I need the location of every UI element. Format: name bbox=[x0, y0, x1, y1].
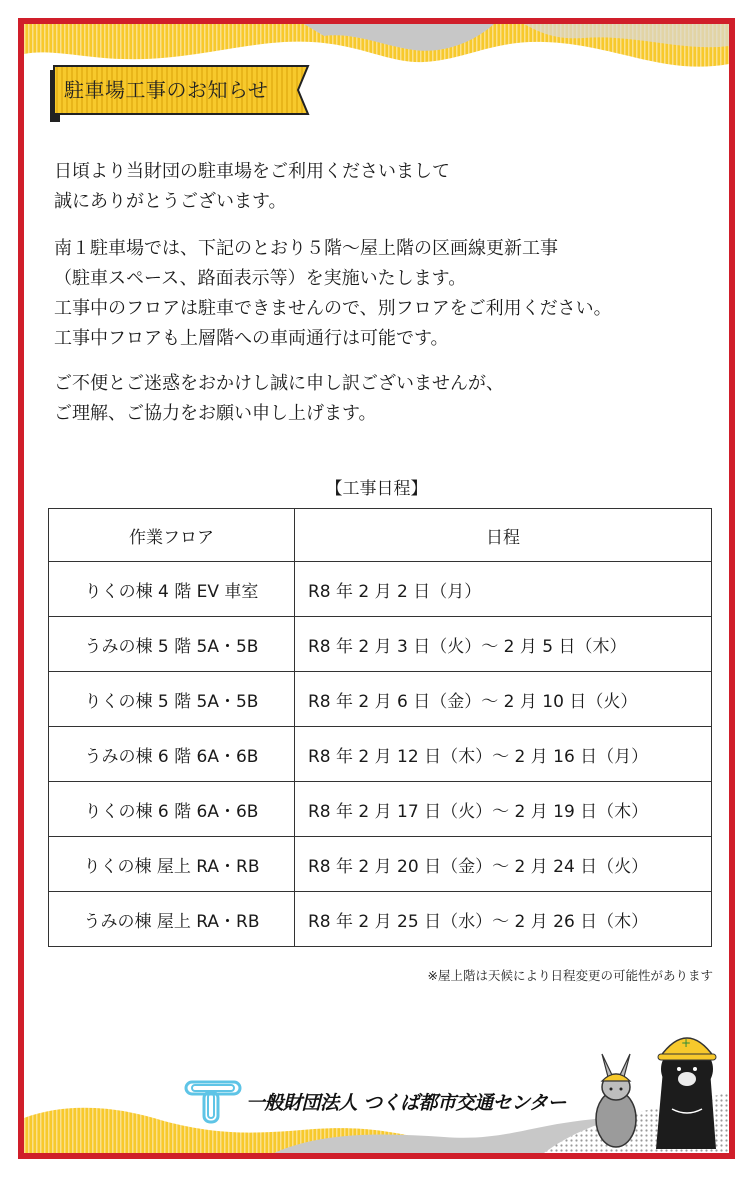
date-cell: R8 年 2 月 12 日（木）～ 2 月 16 日（月） bbox=[295, 727, 712, 782]
text-line: （駐車スペース、路面表示等）を実施いたします。 bbox=[54, 268, 467, 289]
floor-cell: りくの棟 6 階 6A・6B bbox=[49, 782, 295, 837]
table-row bbox=[49, 617, 712, 672]
apology-paragraph bbox=[54, 369, 504, 429]
date-cell: R8 年 2 月 17 日（火）～ 2 月 19 日（木） bbox=[295, 782, 712, 837]
text-line: 工事中フロアも上層階への車両通行は可能です。 bbox=[54, 328, 449, 349]
table-row bbox=[49, 837, 712, 892]
text-line: ご理解、ご協力をお願い申し上げます。 bbox=[54, 403, 377, 424]
table-row bbox=[49, 562, 712, 617]
date-cell: R8 年 2 月 20 日（金）～ 2 月 24 日（火） bbox=[295, 837, 712, 892]
header-floor: 作業フロア bbox=[49, 509, 295, 562]
date-cell: R8 年 2 月 2 日（月） bbox=[295, 562, 712, 617]
date-cell: R8 年 2 月 25 日（水）～ 2 月 26 日（木） bbox=[295, 892, 712, 947]
schedule-table bbox=[48, 508, 712, 947]
text-line: 誠にありがとうございます。 bbox=[54, 191, 287, 212]
table-row bbox=[49, 672, 712, 727]
floor-cell: りくの棟 4 階 EV 車室 bbox=[49, 562, 295, 617]
page-title: 駐車場工事のお知らせ bbox=[64, 78, 269, 102]
floor-cell: うみの棟 5 階 5A・5B bbox=[49, 617, 295, 672]
organization-name: 一般財団法人 つくば都市交通センター bbox=[246, 1092, 566, 1114]
date-cell: R8 年 2 月 6 日（金）～ 2 月 10 日（火） bbox=[295, 672, 712, 727]
floor-cell: りくの棟 屋上 RA・RB bbox=[49, 837, 295, 892]
text-line: 日頃より当財団の駐車場をご利用くださいまして bbox=[54, 161, 450, 182]
text-line: 南１駐車場では、下記のとおり５階～屋上階の区画線更新工事 bbox=[54, 238, 558, 259]
table-row bbox=[49, 727, 712, 782]
header-date: 日程 bbox=[295, 509, 712, 562]
text-line: ご不便とご迷惑をおかけし誠に申し訳ございませんが、 bbox=[54, 373, 504, 394]
floor-cell: うみの棟 6 階 6A・6B bbox=[49, 727, 295, 782]
schedule-title: 【工事日程】 bbox=[325, 479, 428, 499]
text-line: 工事中のフロアは駐車できませんので、別フロアをご利用ください。 bbox=[54, 298, 612, 319]
floor-cell: うみの棟 屋上 RA・RB bbox=[49, 892, 295, 947]
table-header-row bbox=[49, 509, 712, 562]
floor-cell: りくの棟 5 階 5A・5B bbox=[49, 672, 295, 727]
construction-paragraph bbox=[54, 234, 612, 354]
date-cell: R8 年 2 月 3 日（火）～ 2 月 5 日（木） bbox=[295, 617, 712, 672]
svg-text:+: + bbox=[681, 1036, 692, 1050]
logo-icon bbox=[182, 1076, 244, 1126]
greeting-paragraph bbox=[54, 157, 450, 217]
schedule-note: ※屋上階は天候により日程変更の可能性があります bbox=[427, 968, 713, 983]
table-row bbox=[49, 782, 712, 837]
mascot-icon bbox=[584, 999, 729, 1159]
table-row bbox=[49, 892, 712, 947]
notice-frame bbox=[18, 18, 735, 1159]
